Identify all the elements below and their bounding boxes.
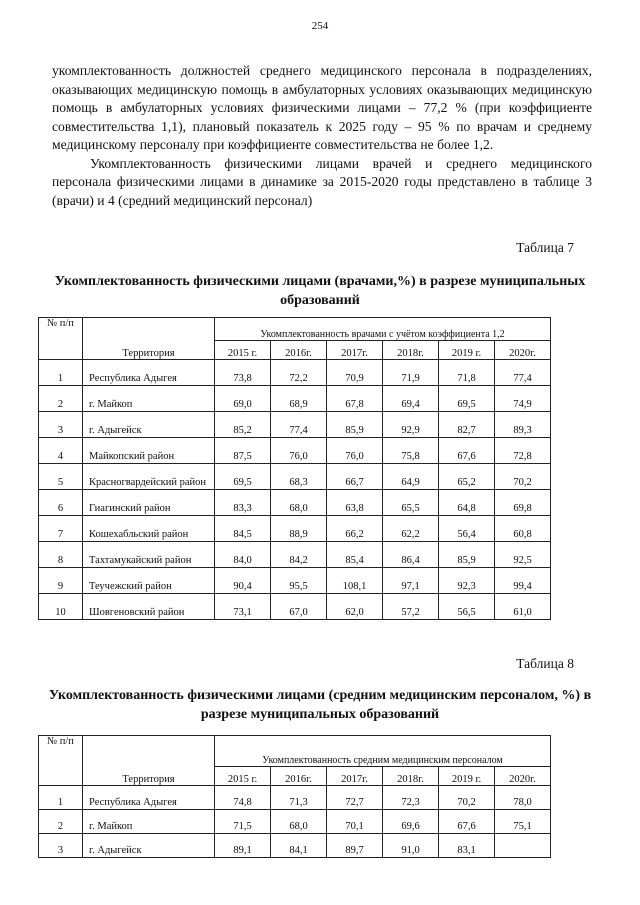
- value-cell: 71,3: [271, 786, 327, 810]
- body-text: [52, 62, 592, 210]
- value-cell: 69,5: [215, 464, 271, 490]
- value-cell: 89,1: [215, 834, 271, 858]
- value-cell: 61,0: [495, 594, 551, 620]
- table-row: [39, 360, 551, 386]
- value-cell: 84,5: [215, 516, 271, 542]
- value-cell: 92,5: [495, 542, 551, 568]
- territory-cell: Шовгеновский район: [83, 594, 215, 620]
- territory-cell: Теучежский район: [83, 568, 215, 594]
- value-cell: 99,4: [495, 568, 551, 594]
- table-row: [39, 516, 551, 542]
- column-header-year: 2019 г.: [439, 341, 495, 360]
- value-cell: 67,0: [271, 594, 327, 620]
- value-cell: 68,0: [271, 490, 327, 516]
- row-number-cell: 4: [39, 438, 83, 464]
- value-cell: 75,1: [495, 810, 551, 834]
- column-header-territory: Территория: [83, 318, 215, 360]
- table-row: [39, 810, 551, 834]
- territory-cell: Гиагинский район: [83, 490, 215, 516]
- value-cell: 75,8: [383, 438, 439, 464]
- value-cell: 92,9: [383, 412, 439, 438]
- row-number-cell: 9: [39, 568, 83, 594]
- value-cell: 69,0: [215, 386, 271, 412]
- value-cell: 72,8: [495, 438, 551, 464]
- table-row: [39, 834, 551, 858]
- column-header-territory: Территория: [83, 736, 215, 786]
- table-7: [38, 317, 551, 620]
- row-number-cell: 6: [39, 490, 83, 516]
- table-row: [39, 386, 551, 412]
- value-cell: 78,0: [495, 786, 551, 810]
- value-cell: 89,7: [327, 834, 383, 858]
- value-cell: 73,8: [215, 360, 271, 386]
- value-cell: 70,2: [439, 786, 495, 810]
- table-row: [39, 490, 551, 516]
- value-cell: 74,9: [495, 386, 551, 412]
- value-cell: 72,7: [327, 786, 383, 810]
- column-header-year: 2018г.: [383, 341, 439, 360]
- value-cell: 65,2: [439, 464, 495, 490]
- value-cell: 82,7: [439, 412, 495, 438]
- value-cell: 72,2: [271, 360, 327, 386]
- value-cell: 77,4: [495, 360, 551, 386]
- value-cell: 67,8: [327, 386, 383, 412]
- table-8-caption: Таблица 8: [516, 656, 574, 671]
- column-header-year: 2015 г.: [215, 341, 271, 360]
- table-row: [39, 438, 551, 464]
- territory-cell: Тахтамукайский район: [83, 542, 215, 568]
- value-cell: 71,8: [439, 360, 495, 386]
- value-cell: 67,6: [439, 810, 495, 834]
- table-row: [39, 542, 551, 568]
- value-cell: 69,4: [383, 386, 439, 412]
- row-number-cell: 1: [39, 360, 83, 386]
- territory-cell: Кошехабльский район: [83, 516, 215, 542]
- value-cell: 97,1: [383, 568, 439, 594]
- value-cell: 108,1: [327, 568, 383, 594]
- value-cell: [495, 834, 551, 858]
- territory-cell: Красногвардейский район: [83, 464, 215, 490]
- value-cell: 83,1: [439, 834, 495, 858]
- column-header-year: 2016г.: [271, 341, 327, 360]
- column-header-year: 2015 г.: [215, 767, 271, 786]
- value-cell: 69,8: [495, 490, 551, 516]
- row-number-cell: 5: [39, 464, 83, 490]
- territory-cell: г. Майкоп: [83, 810, 215, 834]
- value-cell: 89,3: [495, 412, 551, 438]
- paragraph: укомплектованность должностей среднего медицинского персонала в подразделениях, оказывающих медицинскую помощь в амбулаторных условиях оказывающих медицинскую помощь в амбулаторных условиях физическими лицами – 77,2 % (при коэффициенте совместительства 1,1), плановый показатель к 2025 году – 95 % по врачам и среднему медицинскому персоналу при коэффициенте совместительства не более 1,2.: [52, 63, 592, 152]
- value-cell: 56,4: [439, 516, 495, 542]
- value-cell: 60,8: [495, 516, 551, 542]
- value-cell: 91,0: [383, 834, 439, 858]
- row-number-cell: 8: [39, 542, 83, 568]
- value-cell: 67,6: [439, 438, 495, 464]
- table-row: [39, 786, 551, 810]
- value-cell: 72,3: [383, 786, 439, 810]
- page-number: 254: [311, 20, 329, 32]
- value-cell: 84,1: [271, 834, 327, 858]
- value-cell: 86,4: [383, 542, 439, 568]
- value-cell: 71,9: [383, 360, 439, 386]
- value-cell: 70,2: [495, 464, 551, 490]
- value-cell: 74,8: [215, 786, 271, 810]
- column-group-header: Укомплектованность врачами с учётом коэффициента 1,2: [215, 318, 551, 341]
- territory-cell: Республика Адыгея: [83, 360, 215, 386]
- value-cell: 66,7: [327, 464, 383, 490]
- value-cell: 95,5: [271, 568, 327, 594]
- value-cell: 90,4: [215, 568, 271, 594]
- territory-cell: г. Адыгейск: [83, 834, 215, 858]
- table-row: [39, 412, 551, 438]
- value-cell: 68,9: [271, 386, 327, 412]
- value-cell: 76,0: [327, 438, 383, 464]
- value-cell: 85,9: [327, 412, 383, 438]
- value-cell: 69,5: [439, 386, 495, 412]
- value-cell: 84,0: [215, 542, 271, 568]
- territory-cell: Майкопский район: [83, 438, 215, 464]
- value-cell: 64,8: [439, 490, 495, 516]
- value-cell: 68,3: [271, 464, 327, 490]
- column-header-year: 2018г.: [383, 767, 439, 786]
- value-cell: 92,3: [439, 568, 495, 594]
- column-header-year: 2017г.: [327, 341, 383, 360]
- column-header-number: № п/п: [39, 736, 83, 786]
- row-number-cell: 2: [39, 386, 83, 412]
- row-number-cell: 3: [39, 412, 83, 438]
- paragraph: Укомплектованность физическими лицами врачей и среднего медицинского персонала физическими лицами в динамике за 2015-2020 годы представлено в таблице 3 (врачи) и 4 (средний медицинский персонал): [52, 155, 592, 208]
- table-8-title: Укомплектованность физическими лицами (средним медицинским персоналом, %) в разрезе муниципальных образований: [48, 688, 592, 722]
- table-7-title: Укомплектованность физическими лицами (врачами,%) в разрезе муниципальных образований: [54, 274, 586, 308]
- value-cell: 83,3: [215, 490, 271, 516]
- row-number-cell: 2: [39, 810, 83, 834]
- value-cell: 71,5: [215, 810, 271, 834]
- column-header-year: 2020г.: [495, 767, 551, 786]
- value-cell: 69,6: [383, 810, 439, 834]
- value-cell: 76,0: [271, 438, 327, 464]
- column-header-year: 2020г.: [495, 341, 551, 360]
- value-cell: 85,9: [439, 542, 495, 568]
- value-cell: 68,0: [271, 810, 327, 834]
- value-cell: 84,2: [271, 542, 327, 568]
- value-cell: 85,4: [327, 542, 383, 568]
- value-cell: 88,9: [271, 516, 327, 542]
- territory-cell: г. Адыгейск: [83, 412, 215, 438]
- value-cell: 70,9: [327, 360, 383, 386]
- territory-cell: Республика Адыгея: [83, 786, 215, 810]
- row-number-cell: 3: [39, 834, 83, 858]
- table-row: [39, 568, 551, 594]
- value-cell: 85,2: [215, 412, 271, 438]
- value-cell: 77,4: [271, 412, 327, 438]
- value-cell: 57,2: [383, 594, 439, 620]
- column-header-year: 2017г.: [327, 767, 383, 786]
- column-header-number: № п/п: [39, 318, 83, 360]
- value-cell: 73,1: [215, 594, 271, 620]
- column-group-header: Укомплектованность средним медицинским персоналом: [215, 736, 551, 767]
- value-cell: 56,5: [439, 594, 495, 620]
- table-row: [39, 594, 551, 620]
- value-cell: 65,5: [383, 490, 439, 516]
- column-header-year: 2019 г.: [439, 767, 495, 786]
- value-cell: 66,2: [327, 516, 383, 542]
- territory-cell: г. Майкоп: [83, 386, 215, 412]
- value-cell: 64,9: [383, 464, 439, 490]
- table-7-caption: Таблица 7: [516, 240, 574, 255]
- value-cell: 62,0: [327, 594, 383, 620]
- value-cell: 62,2: [383, 516, 439, 542]
- value-cell: 87,5: [215, 438, 271, 464]
- row-number-cell: 7: [39, 516, 83, 542]
- row-number-cell: 1: [39, 786, 83, 810]
- table-8: [38, 735, 551, 858]
- row-number-cell: 10: [39, 594, 83, 620]
- value-cell: 63,8: [327, 490, 383, 516]
- column-header-year: 2016г.: [271, 767, 327, 786]
- table-row: [39, 464, 551, 490]
- value-cell: 70,1: [327, 810, 383, 834]
